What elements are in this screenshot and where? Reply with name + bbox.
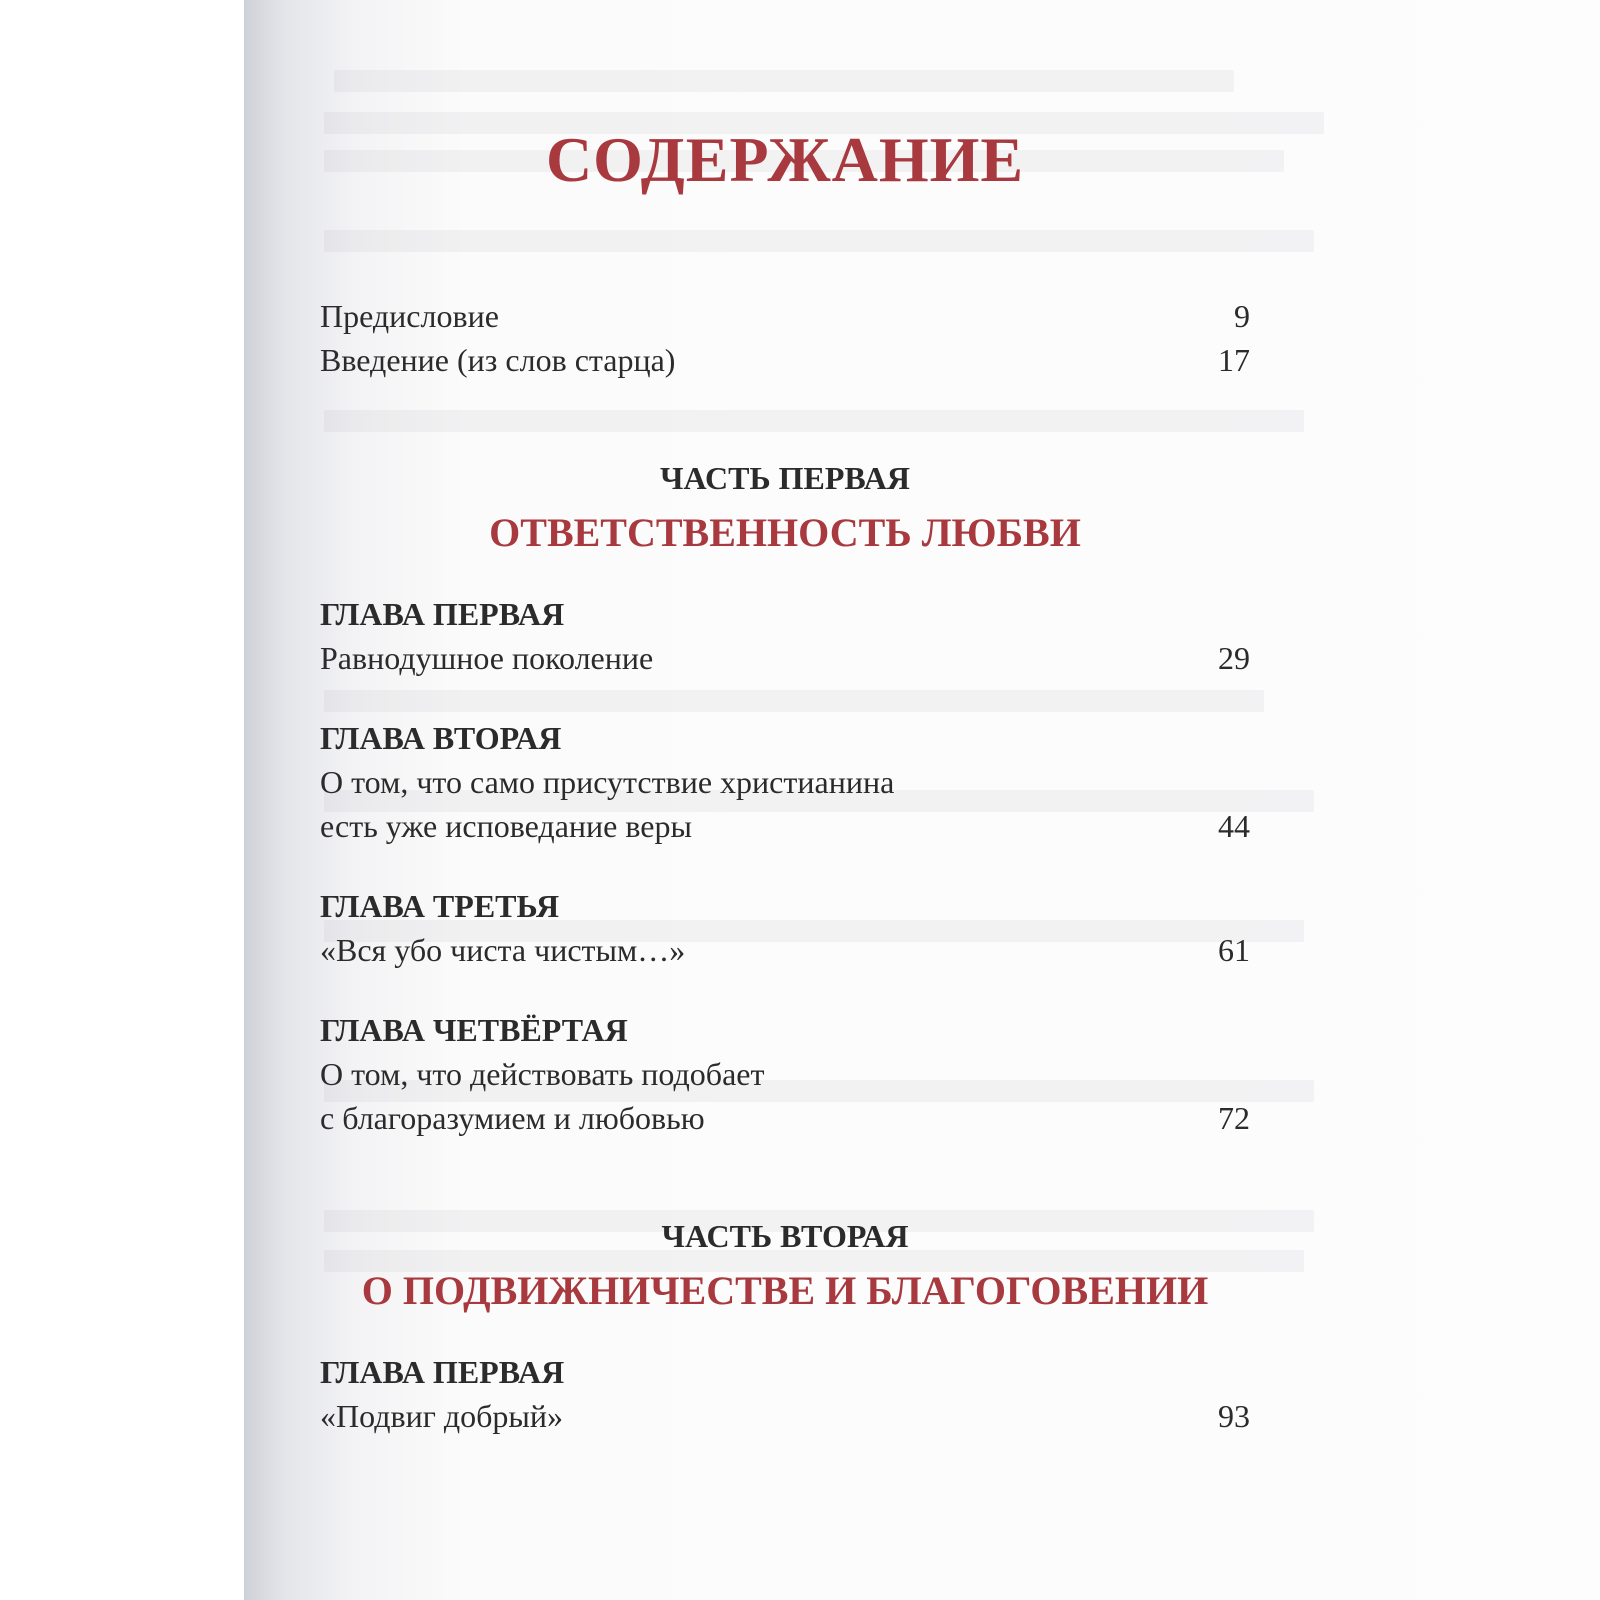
page-number: 61 [1218,932,1250,968]
toc-entry-chapter[interactable] [320,804,1250,848]
part-one-kicker: ЧАСТЬ ПЕРВАЯ [660,460,910,496]
chapter-heading: ГЛАВА ЧЕТВЁРТАЯ [320,1012,628,1048]
toc-entry-chapter[interactable] [320,636,1250,680]
toc-entry-introduction[interactable] [320,338,1250,382]
entry-label: с благоразумием и любовью [320,1100,705,1136]
toc-entry-chapter[interactable] [320,928,1250,972]
page-number: 93 [1218,1398,1250,1434]
page-number: 29 [1218,640,1250,676]
part-two-kicker: ЧАСТЬ ВТОРАЯ [661,1218,909,1254]
toc-entry-preface[interactable] [320,294,1250,338]
toc-entry-chapter[interactable] [320,1394,1250,1438]
part-one-title: ОТВЕТСТВЕННОСТЬ ЛЮБВИ [489,510,1081,555]
entry-label: Равнодушное поколение [320,640,654,676]
page-number: 72 [1218,1100,1250,1136]
entry-label: Введение (из слов старца) [320,342,676,378]
entry-label: есть уже исповедание веры [320,808,692,844]
part-two-title: О ПОДВИЖНИЧЕСТВЕ И БЛАГОГОВЕНИИ [361,1268,1209,1313]
table-of-contents [320,0,1250,1600]
entry-label: «Подвиг добрый» [320,1398,564,1434]
entry-label: «Вся убо чиста чистым…» [320,932,686,968]
chapter-heading: ГЛАВА ПЕРВАЯ [320,596,565,632]
chapter-heading: ГЛАВА ВТОРАЯ [320,720,562,756]
entry-label: О том, что действовать подобает [320,1056,765,1092]
chapter-heading: ГЛАВА ТРЕТЬЯ [320,888,560,924]
toc-entry-chapter-line[interactable] [320,760,1250,804]
chapter-heading: ГЛАВА ПЕРВАЯ [320,1354,565,1390]
entry-label: Предисловие [320,298,499,334]
toc-title: СОДЕРЖАНИЕ [545,124,1025,195]
page-number: 9 [1234,298,1250,334]
page-number: 44 [1218,808,1250,844]
page-number: 17 [1218,342,1250,378]
toc-entry-chapter[interactable] [320,1096,1250,1140]
toc-entry-chapter-line[interactable] [320,1052,1250,1096]
entry-label: О том, что само присутствие христианина [320,764,895,800]
